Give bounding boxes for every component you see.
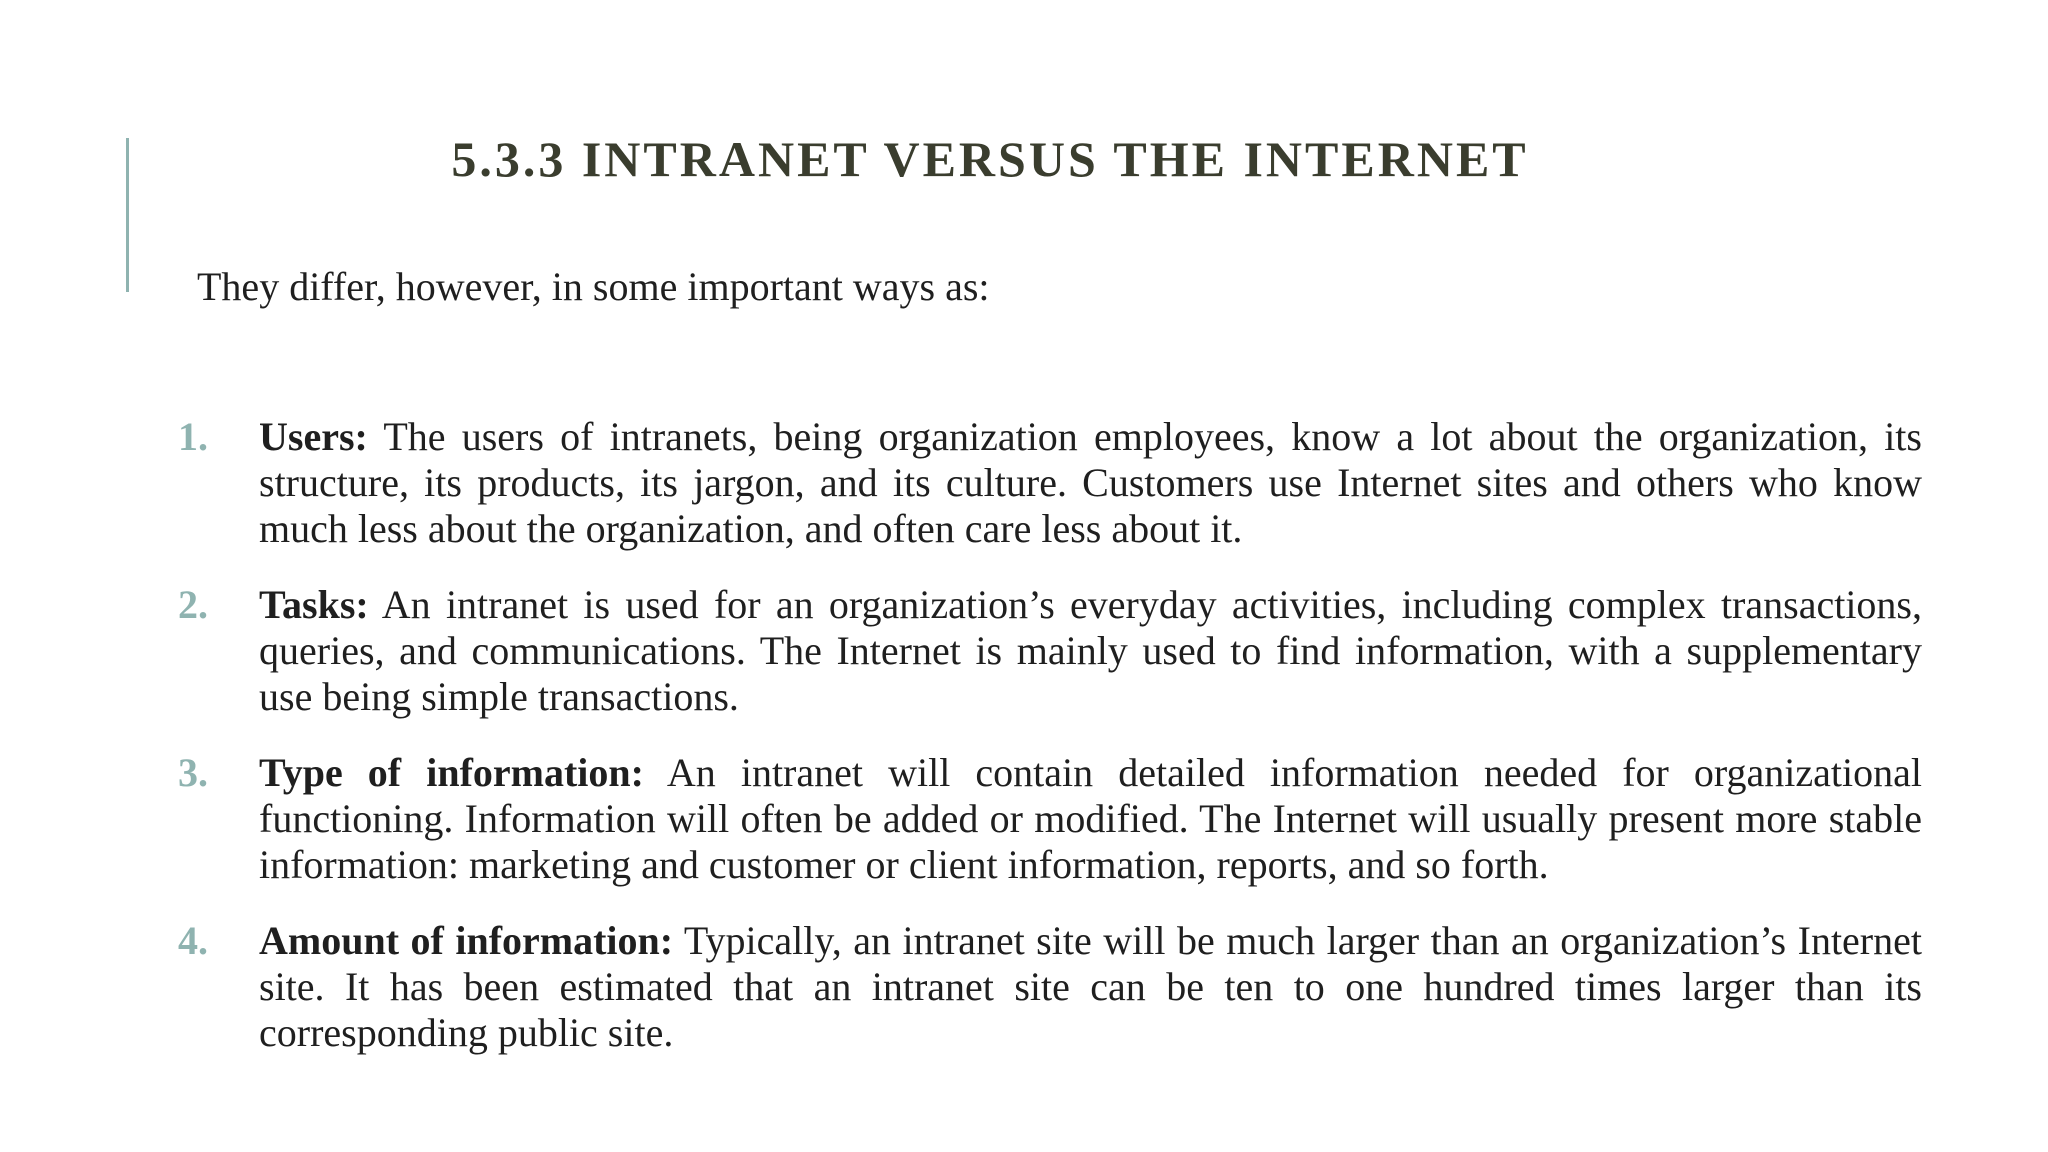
slide-title: 5.3.3 INTRANET VERSUS THE INTERNET xyxy=(451,131,1529,187)
list-number: 2. xyxy=(178,582,208,627)
differences-list xyxy=(178,414,1922,1086)
list-item-term: Tasks: xyxy=(259,582,369,627)
list-item-body: An intranet will contain detailed information needed for organizational functioning. Information will often be added or modified. The Internet will usually present more stable information: marketing and customer or client information, reports, and so forth. xyxy=(259,750,1922,887)
list-number: 4. xyxy=(178,918,208,963)
list-item-term: Users: xyxy=(259,414,368,459)
list-item-term: Amount of information: xyxy=(259,918,674,963)
list-item-text xyxy=(259,918,1922,1056)
list-item-tasks xyxy=(178,582,1922,720)
list-item-text xyxy=(259,750,1922,888)
list-item-body: Typically, an intranet site will be much larger than an organization’s Internet site. It has been estimated that an intranet site can be ten to one hundred times larger than its corresponding public site. xyxy=(259,918,1922,1055)
list-item-term: Type of information: xyxy=(259,750,644,795)
list-item-body: The users of intranets, being organization employees, know a lot about the organization, its structure, its products, its jargon, and its culture. Customers use Internet sites and others who know much less about the organization, and often care less about it. xyxy=(259,414,1922,551)
list-item-body: An intranet is used for an organization’s everyday activities, including complex transactions, queries, and communications. The Internet is mainly used to find information, with a supplementary use being simple transactions. xyxy=(259,582,1922,719)
list-number: 1. xyxy=(178,414,208,459)
list-item-type-of-information xyxy=(178,750,1922,888)
list-item-users xyxy=(178,414,1922,552)
intro-text: They differ, however, in some important ways as: xyxy=(197,264,990,309)
list-item-text xyxy=(259,414,1922,552)
list-item-amount-of-information xyxy=(178,918,1922,1056)
list-number: 3. xyxy=(178,750,208,795)
list-item-text xyxy=(259,582,1922,720)
